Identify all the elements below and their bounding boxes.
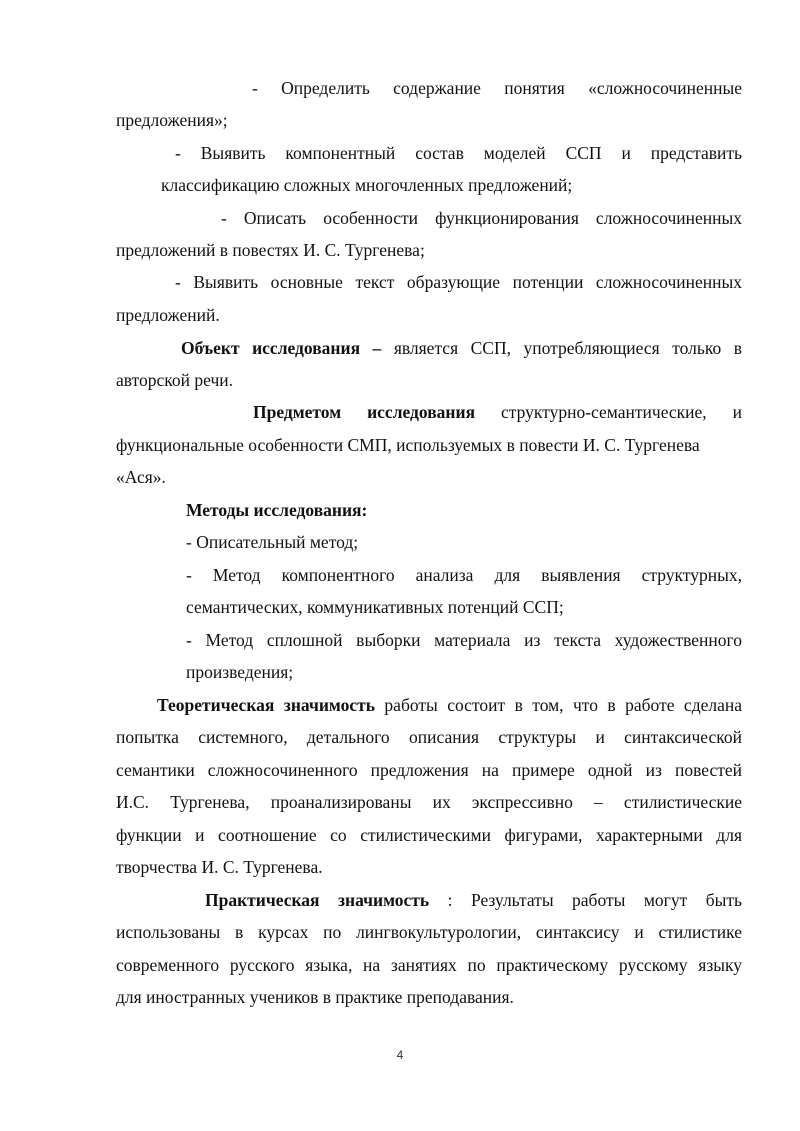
task-1-line-2: предложения»; xyxy=(116,110,228,130)
page-number: 4 xyxy=(396,1048,404,1062)
subject-label: Предметом исследования xyxy=(253,402,476,422)
task-3-line-2: предложений в повестях И. С. Тургенева; xyxy=(116,240,425,260)
practical-paragraph-line-3: современного русского языка, на занятиях по практическому русскому языку xyxy=(116,955,742,975)
theoretical-paragraph-line-3: семантики сложносочиненного предложения на примере одной из повестей xyxy=(116,760,742,780)
task-3-line-1: - Описать особенности функционирования сложносочиненных xyxy=(221,208,742,228)
method-3-line-1: - Метод сплошной выборки материала из текста художественного xyxy=(186,630,742,650)
task-4-line-2: предложений. xyxy=(116,305,220,325)
theoretical-paragraph-line-1 xyxy=(157,694,742,716)
practical-label: Практическая значимость xyxy=(205,890,430,910)
practical-paragraph-line-1 xyxy=(205,889,742,911)
method-2-line-1: - Метод компонентного анализа для выявления структурных, xyxy=(186,565,742,585)
object-paragraph-line-1 xyxy=(181,337,742,359)
practical-paragraph-line-4: для иностранных учеников в практике преподавания. xyxy=(116,987,514,1007)
theoretical-paragraph-line-6: творчества И. С. Тургенева. xyxy=(116,857,323,877)
practical-paragraph-line-2: использованы в курсах по лингвокультурологии, синтаксису и стилистике xyxy=(116,922,742,942)
task-2-line-1: - Выявить компонентный состав моделей ССП и представить xyxy=(175,143,742,163)
subject-text: структурно-семантические, и xyxy=(475,402,742,422)
theoretical-paragraph-line-2: попытка системного, детального описания структуры и синтаксической xyxy=(116,727,742,747)
object-text: является ССП, употребляющиеся только в xyxy=(381,338,742,358)
practical-text: : Результаты работы могут быть xyxy=(429,890,742,910)
task-1-line-1: - Определить содержание понятия «сложносочиненные xyxy=(252,78,742,98)
task-4-line-1: - Выявить основные текст образующие потенции сложносочиненных xyxy=(175,272,742,292)
subject-paragraph-line-3: «Ася». xyxy=(116,467,166,487)
theoretical-text: работы состоит в том, что в работе сделана xyxy=(374,695,743,715)
theoretical-paragraph-line-4: И.С. Тургенева, проанализированы их экспрессивно – стилистические xyxy=(116,792,742,812)
method-1: - Описательный метод; xyxy=(186,532,359,552)
method-3-line-2: произведения; xyxy=(186,662,294,682)
object-label: Объект исследования – xyxy=(181,338,382,358)
theoretical-paragraph-line-5: функции и соотношение со стилистическими фигурами, характерными для xyxy=(116,825,742,845)
object-paragraph-line-2: авторской речи. xyxy=(116,370,234,390)
method-2-line-2: семантических, коммуникативных потенций ССП; xyxy=(186,597,564,617)
methods-heading: Методы исследования: xyxy=(186,500,368,520)
task-2-line-2: классификацию сложных многочленных предложений; xyxy=(161,175,573,195)
subject-paragraph-line-1 xyxy=(253,401,742,423)
theoretical-label: Теоретическая значимость xyxy=(157,695,375,715)
subject-paragraph-line-2: функциональные особенности СМП, используемых в повести И. С. Тургенева xyxy=(116,435,700,455)
